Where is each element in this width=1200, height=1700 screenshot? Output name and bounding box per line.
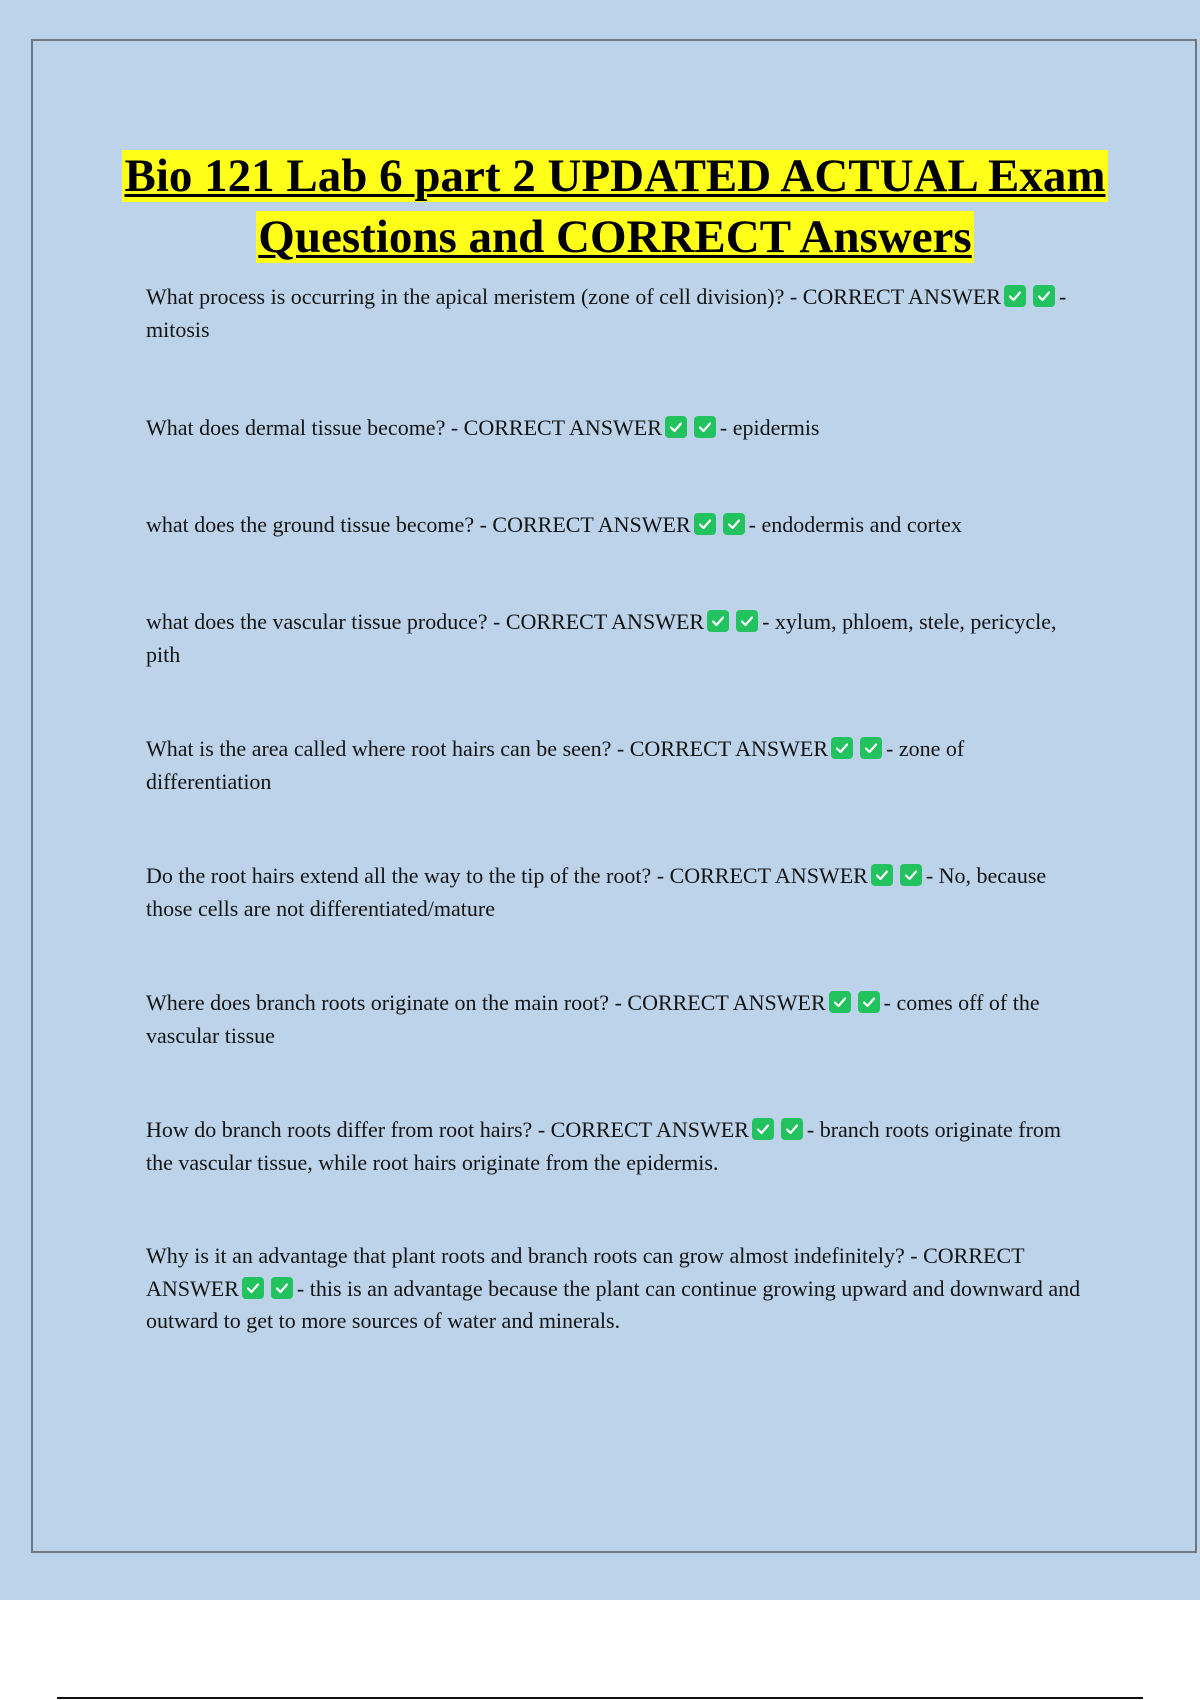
answer-text: - this is an advantage because the plant can continue growing upward and downward and outward to get to more sources of water and minerals.	[146, 1275, 1081, 1333]
question-text: what does the vascular tissue produce? - CORRECT ANSWER	[146, 609, 705, 634]
checkmark-icon	[271, 1277, 293, 1299]
document-title: Bio 121 Lab 6 part 2 UPDATED ACTUAL Exam Questions and CORRECT Answers	[124, 150, 1106, 263]
checkmark-icon	[900, 864, 922, 886]
answer-text: - zone of differentiation	[146, 736, 965, 794]
checkmark-icon	[860, 737, 882, 759]
answer-text: - endodermis and cortex	[748, 512, 962, 537]
question-text: Why is it an advantage that plant roots and branch roots can grow almost indefinitely? - CORRECT ANSWER	[146, 1243, 1025, 1301]
answer-text: - No, because those cells are not differentiated/mature	[146, 863, 1047, 921]
checkmark-icon	[858, 991, 880, 1013]
checkmark-icon	[694, 416, 716, 438]
question-text: What does dermal tissue become? - CORRECT ANSWER	[146, 415, 662, 440]
answer-text: - mitosis	[146, 284, 1067, 342]
question-text: Where does branch roots originate on the main root? - CORRECT ANSWER	[146, 990, 826, 1015]
checkmark-icon	[694, 513, 716, 535]
qa-item	[146, 412, 1086, 445]
question-text: What process is occurring in the apical meristem (zone of cell division)? - CORRECT ANSWER	[146, 284, 1001, 309]
checkmark-icon	[242, 1277, 264, 1299]
answer-text: - comes off of the vascular tissue	[146, 990, 1040, 1048]
checkmark-icon	[723, 513, 745, 535]
checkmark-icon	[831, 737, 853, 759]
checkmark-icon	[871, 864, 893, 886]
answer-text: - xylum, phloem, stele, pericycle, pith	[146, 609, 1057, 667]
checkmark-icon	[736, 610, 758, 632]
checkmark-icon	[781, 1118, 803, 1140]
qa-item	[146, 1240, 1086, 1338]
checkmark-icon	[707, 610, 729, 632]
qa-item	[146, 860, 1086, 925]
qa-item	[146, 281, 1086, 346]
checkmark-icon	[1033, 285, 1055, 307]
footer-rule	[57, 1697, 1143, 1699]
checkmark-icon	[665, 416, 687, 438]
answer-text: - branch roots originate from the vascular tissue, while root hairs originate from the epidermis.	[146, 1117, 1062, 1175]
qa-item	[146, 733, 1086, 798]
qa-item	[146, 987, 1086, 1052]
checkmark-icon	[829, 991, 851, 1013]
question-text: What is the area called where root hairs can be seen? - CORRECT ANSWER	[146, 736, 828, 761]
question-text: Do the root hairs extend all the way to the tip of the root? - CORRECT ANSWER	[146, 863, 868, 888]
qa-item	[146, 509, 1086, 542]
title-block	[100, 146, 1130, 268]
checkmark-icon	[1004, 285, 1026, 307]
qa-item	[146, 1114, 1086, 1179]
qa-item	[146, 606, 1086, 671]
question-text: what does the ground tissue become? - CORRECT ANSWER	[146, 512, 691, 537]
question-text: How do branch roots differ from root hairs? - CORRECT ANSWER	[146, 1117, 749, 1142]
answer-text: - epidermis	[719, 415, 820, 440]
checkmark-icon	[752, 1118, 774, 1140]
